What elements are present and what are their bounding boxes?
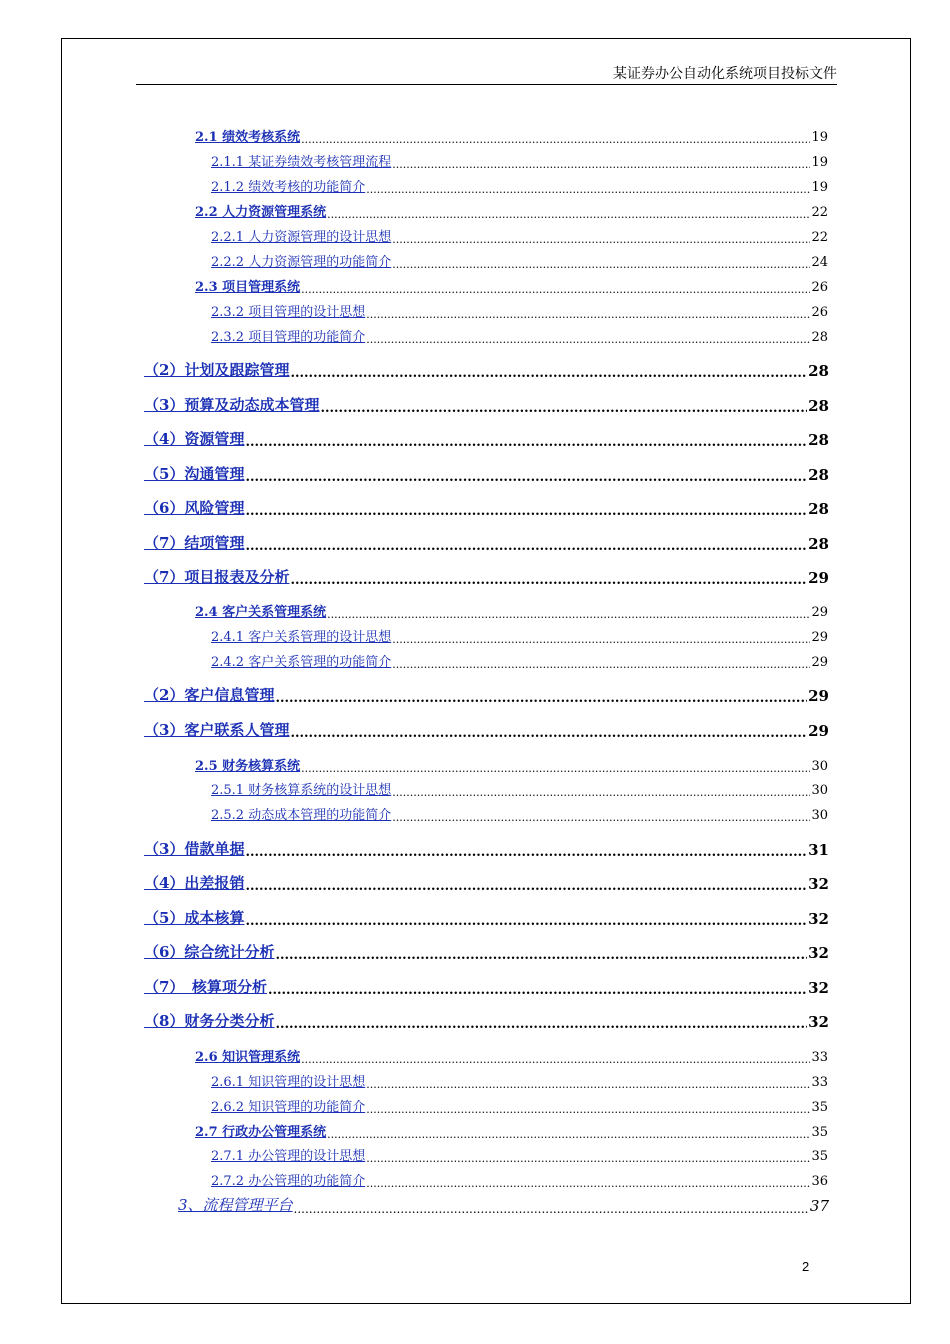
toc-entry-page: 30 xyxy=(811,759,828,774)
toc-entry-page: 33 xyxy=(811,1050,828,1065)
toc-entry[interactable] xyxy=(211,327,828,345)
toc-leader xyxy=(275,1018,807,1031)
toc-entry[interactable] xyxy=(195,277,828,295)
toc-entry[interactable] xyxy=(195,602,828,620)
toc-entry[interactable] xyxy=(178,1195,829,1215)
toc-entry-title[interactable]: 2.6.2 知识管理的功能简介 xyxy=(211,1100,366,1115)
toc-leader xyxy=(327,209,810,220)
toc-leader xyxy=(245,540,807,553)
toc-entry-page: 32 xyxy=(808,979,829,997)
toc-entry-page: 19 xyxy=(811,155,828,170)
toc-entry[interactable] xyxy=(144,429,829,449)
toc-entry-title[interactable]: 3、流程管理平台 xyxy=(178,1196,293,1214)
toc-entry-page: 35 xyxy=(811,1149,828,1164)
toc-entry-title[interactable]: 2.1.2 绩效考核的功能简介 xyxy=(211,180,366,195)
toc-entry[interactable] xyxy=(195,1122,828,1140)
toc-leader xyxy=(320,402,807,415)
toc-leader xyxy=(392,259,810,270)
toc-entry-title[interactable]: （7）结项管理 xyxy=(144,534,245,552)
toc-entry-title[interactable]: （6）风险管理 xyxy=(144,499,245,517)
toc-entry[interactable] xyxy=(211,152,828,170)
toc-leader xyxy=(392,659,810,670)
toc-entry-page: 29 xyxy=(808,569,829,587)
toc-entry-title[interactable]: 2.6 知识管理系统 xyxy=(195,1050,301,1065)
toc-entry-page: 28 xyxy=(808,466,829,484)
toc-leader xyxy=(275,692,807,705)
toc-leader xyxy=(392,159,810,170)
toc-entry-page: 29 xyxy=(811,655,828,670)
toc-entry-title[interactable]: 2.7.1 办公管理的设计思想 xyxy=(211,1149,366,1164)
toc-leader xyxy=(245,471,807,484)
toc-entry-title[interactable]: （3）预算及动态成本管理 xyxy=(144,396,320,414)
toc-entry-page: 26 xyxy=(811,280,828,295)
toc-entry-title[interactable]: 2.1 绩效考核系统 xyxy=(195,130,301,145)
toc-entry[interactable] xyxy=(195,756,828,774)
toc-entry-title[interactable]: 2.4 客户关系管理系统 xyxy=(195,605,327,620)
toc-leader xyxy=(301,1054,810,1065)
toc-entry-page: 28 xyxy=(808,397,829,415)
toc-leader xyxy=(245,505,807,518)
page-number: 2 xyxy=(802,1259,810,1274)
toc-entry[interactable] xyxy=(144,360,829,380)
toc-entry-title[interactable]: 2.3 项目管理系统 xyxy=(195,280,301,295)
toc-entry-page: 31 xyxy=(808,841,829,859)
toc-entry[interactable] xyxy=(211,1171,828,1189)
toc-entry[interactable] xyxy=(211,1072,828,1090)
toc-entry[interactable] xyxy=(211,302,828,320)
toc-entry-page: 29 xyxy=(808,687,829,705)
toc-entry[interactable] xyxy=(144,942,829,962)
toc-entry-title[interactable]: 2.2.2 人力资源管理的功能简介 xyxy=(211,255,392,270)
toc-leader xyxy=(366,1178,810,1189)
toc-leader xyxy=(392,234,810,245)
toc-leader xyxy=(290,367,807,380)
toc-entry[interactable] xyxy=(144,567,829,587)
toc-entry-page: 33 xyxy=(811,1075,828,1090)
toc-entry-page: 32 xyxy=(808,1013,829,1031)
toc-entry[interactable] xyxy=(211,780,828,798)
toc-entry[interactable] xyxy=(144,977,829,997)
toc-leader xyxy=(245,915,807,928)
toc-entry-page: 30 xyxy=(811,783,828,798)
toc-entry-page: 26 xyxy=(811,305,828,320)
toc-entry-title[interactable]: （7）项目报表及分析 xyxy=(144,568,290,586)
toc-entry-title[interactable]: （3）客户联系人管理 xyxy=(144,721,290,739)
toc-leader xyxy=(245,880,807,893)
toc-entry-title[interactable]: 2.5 财务核算系统 xyxy=(195,759,301,774)
toc-entry-title[interactable]: 2.6.1 知识管理的设计思想 xyxy=(211,1075,366,1090)
toc-entry-title[interactable]: 2.7.2 办公管理的功能简介 xyxy=(211,1174,366,1189)
toc-leader xyxy=(366,1079,810,1090)
toc-entry[interactable] xyxy=(195,1047,828,1065)
toc-leader xyxy=(366,309,810,320)
toc-entry-title[interactable]: 2.1.1 某证券绩效考核管理流程 xyxy=(211,155,392,170)
toc-entry[interactable] xyxy=(144,685,829,705)
toc-entry-page: 28 xyxy=(808,362,829,380)
toc-leader xyxy=(392,787,810,798)
toc-entry-page: 32 xyxy=(808,944,829,962)
toc-entry-title[interactable]: （2）计划及跟踪管理 xyxy=(144,361,290,379)
toc-entry[interactable] xyxy=(144,873,829,893)
toc-entry[interactable] xyxy=(211,177,828,195)
toc-leader xyxy=(268,984,807,997)
toc-entry-page: 24 xyxy=(811,255,828,270)
toc-entry-title[interactable]: 2.2.1 人力资源管理的设计思想 xyxy=(211,230,392,245)
toc-entry[interactable] xyxy=(144,908,829,928)
toc-entry-title[interactable]: 2.2 人力资源管理系统 xyxy=(195,205,327,220)
toc-leader xyxy=(327,1129,810,1140)
toc-entry-title[interactable]: 2.5.1 财务核算系统的设计思想 xyxy=(211,783,392,798)
toc-entry-page: 28 xyxy=(808,431,829,449)
toc-leader xyxy=(301,134,810,145)
toc-entry[interactable] xyxy=(211,805,828,823)
toc-entry-page: 22 xyxy=(811,205,828,220)
toc-leader xyxy=(245,846,807,859)
toc-entry[interactable] xyxy=(195,202,828,220)
toc-leader xyxy=(294,1203,809,1215)
toc-entry-page: 35 xyxy=(811,1125,828,1140)
toc-entry-page: 32 xyxy=(808,875,829,893)
toc-entry[interactable] xyxy=(211,627,828,645)
toc-entry-title[interactable]: （4）出差报销 xyxy=(144,874,245,892)
toc-entry[interactable] xyxy=(211,652,828,670)
toc-leader xyxy=(301,763,810,774)
toc-entry[interactable] xyxy=(144,395,829,415)
toc-entry-page: 35 xyxy=(811,1100,828,1115)
toc-entry-page: 32 xyxy=(808,910,829,928)
toc-entry-page: 19 xyxy=(811,180,828,195)
toc-entry-title[interactable]: （7） 核算项分析 xyxy=(144,978,267,996)
toc-entry-page: 29 xyxy=(811,630,828,645)
toc-entry-title[interactable]: （5）成本核算 xyxy=(144,909,245,927)
toc-entry-title[interactable]: 2.5.2 动态成本管理的功能简介 xyxy=(211,808,392,823)
toc-entry-title[interactable]: （6）综合统计分析 xyxy=(144,943,275,961)
toc-leader xyxy=(392,634,810,645)
toc-entry-page: 29 xyxy=(808,722,829,740)
toc-entry-page: 19 xyxy=(811,130,828,145)
toc-entry[interactable] xyxy=(144,1011,829,1031)
toc-entry[interactable] xyxy=(144,533,829,553)
toc-entry-page: 30 xyxy=(811,808,828,823)
toc-leader xyxy=(366,1153,810,1164)
toc-entry-page: 28 xyxy=(811,330,828,345)
toc-entry[interactable] xyxy=(211,1146,828,1164)
toc-entry-title[interactable]: 2.3.2 项目管理的功能简介 xyxy=(211,330,366,345)
toc-entry-title[interactable]: 2.4.2 客户关系管理的功能简介 xyxy=(211,655,392,670)
toc-leader xyxy=(275,949,807,962)
toc-leader xyxy=(290,574,807,587)
toc-entry-page: 29 xyxy=(811,605,828,620)
toc-entry-title[interactable]: （3）借款单据 xyxy=(144,840,245,858)
toc-leader xyxy=(392,812,810,823)
toc-leader xyxy=(290,727,807,740)
toc-entry[interactable] xyxy=(211,227,828,245)
toc-entry-page: 36 xyxy=(811,1174,828,1189)
toc-entry-title[interactable]: （4）资源管理 xyxy=(144,430,245,448)
toc-entry-page: 22 xyxy=(811,230,828,245)
toc-leader xyxy=(366,184,810,195)
toc-leader xyxy=(327,609,810,620)
toc-entry-page: 37 xyxy=(809,1197,829,1215)
toc-entry[interactable] xyxy=(211,252,828,270)
toc-entry[interactable] xyxy=(211,1097,828,1115)
toc-leader xyxy=(366,334,810,345)
toc-entry-title[interactable]: 2.3.2 项目管理的设计思想 xyxy=(211,305,366,320)
toc-entry-title[interactable]: （2）客户信息管理 xyxy=(144,686,275,704)
toc-entry-title[interactable]: （5）沟通管理 xyxy=(144,465,245,483)
toc-entry-page: 28 xyxy=(808,500,829,518)
toc-entry[interactable] xyxy=(144,720,829,740)
toc-entry[interactable] xyxy=(144,498,829,518)
document-header: 某证券办公自动化系统项目投标文件 xyxy=(136,64,837,85)
toc-leader xyxy=(366,1104,810,1115)
toc-entry-title[interactable]: 2.4.1 客户关系管理的设计思想 xyxy=(211,630,392,645)
toc-entry[interactable] xyxy=(195,127,828,145)
toc-leader xyxy=(245,436,807,449)
toc-entry-title[interactable]: （8）财务分类分析 xyxy=(144,1012,275,1030)
toc-entry[interactable] xyxy=(144,464,829,484)
toc-entry[interactable] xyxy=(144,839,829,859)
toc-entry-title[interactable]: 2.7 行政办公管理系统 xyxy=(195,1125,327,1140)
toc-entry-page: 28 xyxy=(808,535,829,553)
toc-leader xyxy=(301,284,810,295)
